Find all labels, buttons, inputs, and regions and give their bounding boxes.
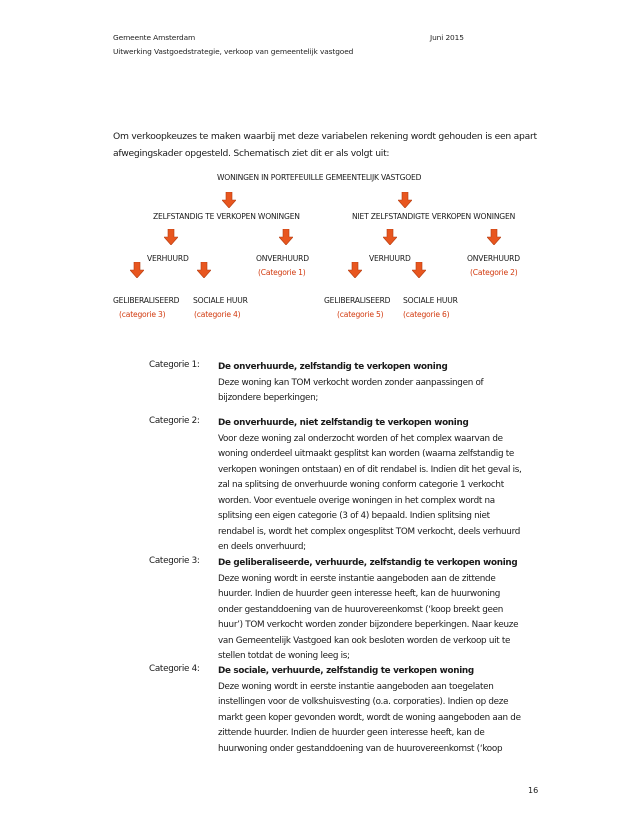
category-line: rendabel is, wordt het complex ongesplitst TOM verkocht, deels verhuurd (218, 526, 521, 537)
category-line: huurwoning onder gestanddoening van de huurovereenkomst (‘koop (218, 743, 503, 754)
scheme-verhuurd-left: VERHUURD (147, 254, 189, 263)
scheme-geliberaliseerd-right: GELIBERALISEERD (324, 296, 391, 305)
category-line: bijzondere beperkingen; (218, 393, 319, 403)
scheme-categorie-4: (categorie 4) (194, 310, 241, 319)
down-arrow-icon (197, 262, 211, 278)
category-label: Categorie 3: (149, 556, 200, 566)
scheme-categorie-2: (Categorie 2) (470, 268, 518, 277)
category-line: zittende huurder. Indien de huurder geen interesse heeft, kan de (218, 728, 485, 738)
scheme-categorie-5: (categorie 5) (337, 310, 384, 319)
category-line: Deze woning wordt in eerste instantie aangeboden aan toegelaten (218, 681, 494, 692)
down-arrow-icon (487, 229, 501, 245)
scheme-niet-zelfstandig: NIET ZELFSTANDIGTE VERKOPEN WONINGEN (352, 212, 516, 221)
category-body (218, 556, 533, 665)
intro-line: afwegingskader opgesteld. Schematisch ziet dit er als volgt uit: (113, 148, 390, 159)
header-subtitle: Uitwerking Vastgoedstrategie, verkoop van gemeentelijk vastgoed (113, 47, 354, 56)
scheme-onverhuurd-left: ONVERHUURD (256, 254, 309, 263)
scheme-root: WONINGEN IN PORTEFEUILLE GEMEENTELIJK VASTGOED (217, 173, 422, 182)
category-line: huur’) TOM verkocht worden zonder bijzondere beperkingen. Naar keuze (218, 620, 519, 630)
scheme-zelfstandig: ZELFSTANDIG TE VERKOPEN WONINGEN (153, 212, 300, 221)
category-title: De onverhuurde, zelfstandig te verkopen woning (218, 362, 448, 372)
category-line: stellen totdat de woning leeg is; (218, 651, 350, 661)
category-line: en deels onverhuurd; (218, 542, 306, 552)
scheme-geliberaliseerd-left: GELIBERALISEERD (113, 296, 180, 305)
intro-paragraph (113, 128, 537, 162)
scheme-verhuurd-right: VERHUURD (369, 254, 411, 263)
category-line: Deze woning kan TOM verkocht worden zonder aanpassingen of (218, 377, 484, 388)
category-title: De onverhuurde, niet zelfstandig te verkopen woning (218, 418, 469, 428)
down-arrow-icon (222, 192, 236, 208)
scheme-categorie-1: (Categorie 1) (258, 268, 306, 277)
down-arrow-icon (130, 262, 144, 278)
category-line: verkopen woningen ontstaan) en of dit rendabel is. Indien dit het geval is, (218, 464, 522, 475)
category-line: huurder. Indien de huurder geen interesse heeft, kan de huurwoning (218, 589, 501, 599)
scheme-sociale-huur-left: SOCIALE HUUR (193, 296, 248, 305)
down-arrow-icon (398, 192, 412, 208)
down-arrow-icon (412, 262, 426, 278)
category-body (218, 416, 533, 556)
category-label: Categorie 1: (149, 360, 200, 370)
category-title: De geliberaliseerde, verhuurde, zelfstandig te verkopen woning (218, 558, 518, 568)
category-body (218, 664, 533, 757)
category-label: Categorie 2: (149, 416, 200, 426)
down-arrow-icon (164, 229, 178, 245)
down-arrow-icon (279, 229, 293, 245)
header-org: Gemeente Amsterdam (113, 33, 196, 42)
scheme-categorie-3: (categorie 3) (119, 310, 166, 319)
category-line: worden. Voor eventuele overige woningen in het complex wordt na (218, 495, 495, 506)
category-line: zal na splitsing de onverhuurde woning conform categorie 1 verkocht (218, 480, 504, 490)
intro-line: Om verkoopkeuzes te maken waarbij met deze variabelen rekening wordt gehouden is een apart (113, 131, 537, 142)
category-line: onder gestanddoening van de huurovereenkomst (‘koop breekt geen (218, 604, 504, 615)
scheme-sociale-huur-right: SOCIALE HUUR (403, 296, 458, 305)
category-label: Categorie 4: (149, 664, 200, 674)
category-line: Deze woning wordt in eerste instantie aangeboden aan de zittende (218, 573, 496, 584)
down-arrow-icon (383, 229, 397, 245)
category-line: Voor deze woning zal onderzocht worden of het complex waarvan de (218, 433, 503, 444)
page-number: 16 (528, 786, 539, 795)
category-body (218, 360, 533, 407)
category-line: instellingen voor de volkshuisvesting (o.a. corporaties). Indien op deze (218, 697, 509, 707)
category-line: markt geen koper gevonden wordt, wordt de woning aangeboden aan de (218, 712, 521, 723)
down-arrow-icon (348, 262, 362, 278)
category-line: van Gemeentelijk Vastgoed kan ook besloten worden de verkoop uit te (218, 635, 511, 646)
category-line: woning onderdeel uitmaakt gesplitst kan worden (waarna zelfstandig te (218, 449, 514, 459)
header-date: Juni 2015 (430, 33, 464, 42)
scheme-onverhuurd-right: ONVERHUURD (467, 254, 520, 263)
category-line: splitsing een eigen categorie (3 of 4) bepaald. Indien splitsing niet (218, 511, 490, 521)
category-title: De sociale, verhuurde, zelfstandig te verkopen woning (218, 666, 474, 676)
scheme-categorie-6: (categorie 6) (403, 310, 450, 319)
